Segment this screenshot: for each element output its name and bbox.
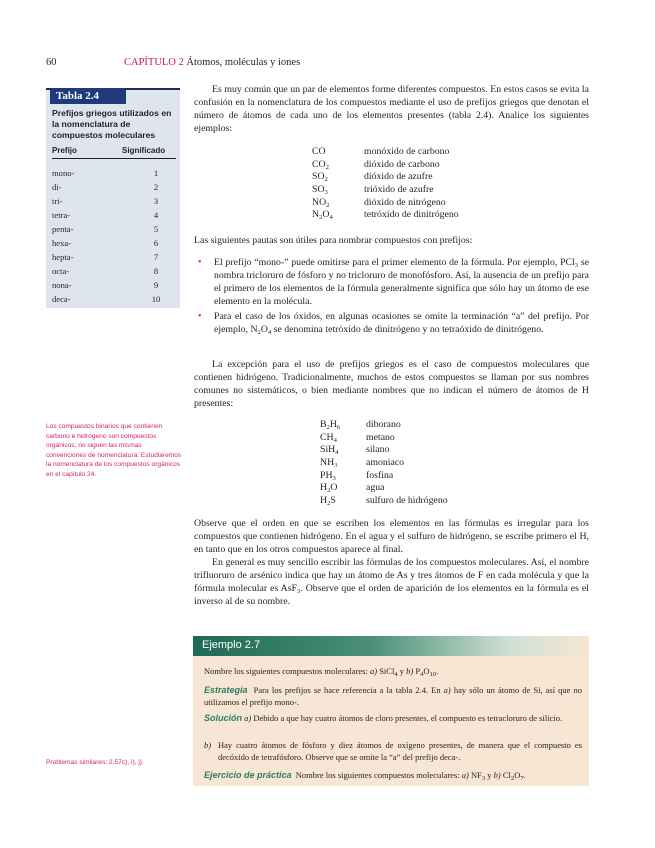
table-header-row: [52, 146, 176, 159]
formula: $NH_3$: [320, 457, 338, 470]
table-badge: Tabla 2.4: [50, 88, 126, 104]
strategy-label: Estrategia: [204, 685, 248, 695]
compound-name: monóxido de carbono: [364, 146, 450, 157]
table-row: [52, 224, 176, 238]
value-cell: 6: [153, 238, 159, 248]
example-header-bar: [193, 636, 589, 656]
example-title: Ejemplo 2.7: [202, 639, 261, 651]
value-cell: 4: [153, 210, 159, 220]
compound-name: trióxido de azufre: [364, 184, 434, 196]
formula: $PH_3$: [320, 469, 336, 482]
paragraph-guidelines: Las siguientes pautas son útiles para nombrar compuestos con prefijos:: [194, 235, 473, 246]
formula: $N_2O_4$: [312, 209, 333, 222]
page-number: 60: [46, 57, 57, 68]
bullet-text: El prefijo “mono-” puede omitirse para el primer elemento de la fórmula. Por ejemplo, PCl: [214, 257, 575, 268]
prefix-cell: mono-: [52, 168, 75, 178]
compound-name: dióxido de nitrógeno: [364, 196, 446, 208]
compound-name: metano: [366, 431, 395, 443]
prefix-cell: tetra-: [52, 210, 71, 220]
formula: $CO_2$: [312, 158, 329, 171]
example-practice: Ejercicio de práctica Nombre los siguientes compuestos moleculares: a) $NF_3$ y b) $Cl_2O_7$.: [204, 770, 526, 782]
compound-name: sulfuro de hidrógeno: [366, 495, 448, 507]
bullet-mono-prefix: [198, 256, 589, 308]
value-cell: 2: [153, 182, 159, 192]
bullet-icon: •: [198, 257, 202, 268]
column-meaning: Significado: [122, 146, 166, 155]
value-cell: 8: [153, 266, 159, 276]
table-row: [52, 238, 176, 252]
table-row: [52, 168, 176, 182]
margin-note-organic: Los compuestos binarios que contienen carbono e hidrógeno son compuestos orgánicos; no siguen las mismas convenciones de nomenclatura. Estudiaremos la nomenclatura de los compuestos orgánicos en el capítulo 24.: [46, 423, 182, 478]
compound-name: dióxido de azufre: [364, 171, 433, 183]
bullet-icon: •: [198, 311, 202, 322]
prefix-cell: hepta-: [52, 252, 74, 262]
prefix-cell: penta-: [52, 224, 74, 234]
table-row: [52, 252, 176, 266]
example-box: [193, 636, 589, 786]
value-cell: 7: [153, 252, 159, 262]
paragraph-intro: Es muy común que un par de elementos forme diferentes compuestos. En estos casos se evita la confusión en la nomenclatura de los compuestos mediante el uso de prefijos griegos que denotan el número de átomos de cada uno de los elementos presentes (tabla 2.4). Analice los siguientes ejemplos:: [194, 84, 589, 134]
formula: $SO_3$: [312, 184, 328, 197]
prefix-cell: di-: [52, 182, 62, 192]
value-cell: 1: [153, 168, 159, 178]
formula: $H_2S$: [320, 495, 336, 508]
practice-label: Ejercicio de práctica: [204, 770, 292, 780]
bullet-text: se denomina tetróxido de dinitrógeno y no tetraóxido de dinitrógeno.: [271, 324, 544, 335]
bullet-text: Para el caso de los óxidos, en algunas ocasiones se omite la terminación “a” del prefijo. Por ejemplo, N: [214, 311, 589, 335]
compound-name: diborano: [366, 419, 401, 430]
subscript: 3: [297, 588, 301, 595]
paragraph-text: . Observe que el orden de aparición de los elementos en la fórmula es el inverso al de su nombre.: [194, 583, 589, 607]
paragraph-order-note: Observe que el orden en que se escriben los elementos en las fórmulas es irregular para los compuestos que contienen hidrógeno. En el agua y el sulfuro de hidrógeno, se escribe primero el H, en tanto que en los otros compuestos aparece al final.: [194, 518, 589, 555]
paragraph-hydrogen-exception: La excepción para el uso de prefijos griegos es el caso de compuestos moleculares que contienen hidrógeno. Tradicionalmente, muchos de estos compuestos se llaman por sus nombres comunes no sistemáticos, o bien mediante nombres que no indican el número de átomos de H presentes:: [194, 359, 589, 409]
compound-name: amoniaco: [366, 457, 405, 469]
solution-label: Solución: [204, 713, 242, 723]
column-prefix: Prefijo: [52, 146, 77, 155]
prefix-cell: hexa-: [52, 238, 72, 248]
example-question: Nombre los siguientes compuestos moleculares: a) SiCl$_4$ y b) $P_4O_{10}$.: [204, 666, 439, 678]
formula: CO: [312, 146, 326, 157]
chapter-label: [124, 57, 300, 68]
value-cell: 5: [153, 224, 159, 234]
bullet-text: O: [260, 324, 268, 335]
table-body: [52, 168, 176, 308]
example-solution-a: Solución a) Debido a que hay cuatro átomos de cloro presentes, el compuesto es tetracloruro de silicio.: [204, 713, 563, 723]
chapter-number: CAPÍTULO 2: [124, 57, 184, 68]
table-row: [52, 210, 176, 224]
formula: $B_2H_6$: [320, 419, 341, 431]
formula: $NO_2$: [312, 196, 330, 209]
compound-name: dióxido de carbono: [364, 158, 440, 170]
paragraph-text: En general es muy sencillo escribir las fórmulas de los compuestos moleculares. Así, el nombre trifluoruro de arsénico indica que hay un átomo de As y tres átomos de F en cada molécula y que la fórmula molecular es AsF: [194, 557, 589, 594]
table-row: [52, 266, 176, 280]
prefix-cell: deca-: [52, 294, 71, 304]
compound-name: agua: [366, 482, 385, 494]
example-strategy: Estrategia Para los prefijos se hace referencia a la tabla 2.4. En a) hay sólo un átomo de Si, así que no utilizamos el prefijo mono-.: [204, 685, 583, 707]
compound-name: fosfina: [366, 469, 394, 481]
prefix-table: [46, 88, 180, 308]
example-solution-b: b) Hay cuatro átomos de fósforo y diez átomos de oxígeno presentes, de manera que el compuesto es decóxido de tetrafósforo. Observe que se omite la “a” del prefijo deca-.: [204, 740, 582, 762]
paragraph-writing-formulas: [194, 556, 589, 608]
value-cell: 10: [151, 294, 161, 304]
formula: $SO_2$: [312, 171, 328, 184]
formula: SiH$_4$: [320, 444, 339, 457]
compound-name: silano: [366, 444, 390, 456]
prefix-cell: nona-: [52, 280, 72, 290]
table-row: [52, 294, 176, 308]
formula: $H_2O$: [320, 482, 338, 495]
formula: $CH_4$: [320, 431, 337, 444]
table-title: Prefijos griegos utilizados en la nomenclatura de compuestos moleculares: [52, 108, 172, 140]
chapter-title: Átomos, moléculas y iones: [186, 57, 301, 68]
bullet-oxides: [198, 310, 589, 336]
compound-name: tetróxido de dinitrógeno: [364, 209, 459, 221]
value-cell: 3: [153, 196, 159, 206]
table-row: [52, 196, 176, 210]
subscript: 2: [257, 329, 261, 336]
prefix-cell: tri-: [52, 196, 63, 206]
subscript: 4: [267, 329, 272, 336]
table-row: [52, 280, 176, 294]
table-row: [52, 182, 176, 196]
prefix-cell: octa-: [52, 266, 70, 276]
subscript: 3: [574, 262, 579, 269]
bullet-text: se nombra tricloruro de fósforo y no tricloruro de monofósforo. Así, la ausencia de un prefijo para el primero de los elementos de la fórmula generalmente significa que sólo hay un átomo de ese elemento en la molécula.: [214, 257, 589, 307]
margin-note-problems: Problemas similares: 2.57c), i), j).: [46, 759, 144, 766]
value-cell: 9: [153, 280, 159, 290]
